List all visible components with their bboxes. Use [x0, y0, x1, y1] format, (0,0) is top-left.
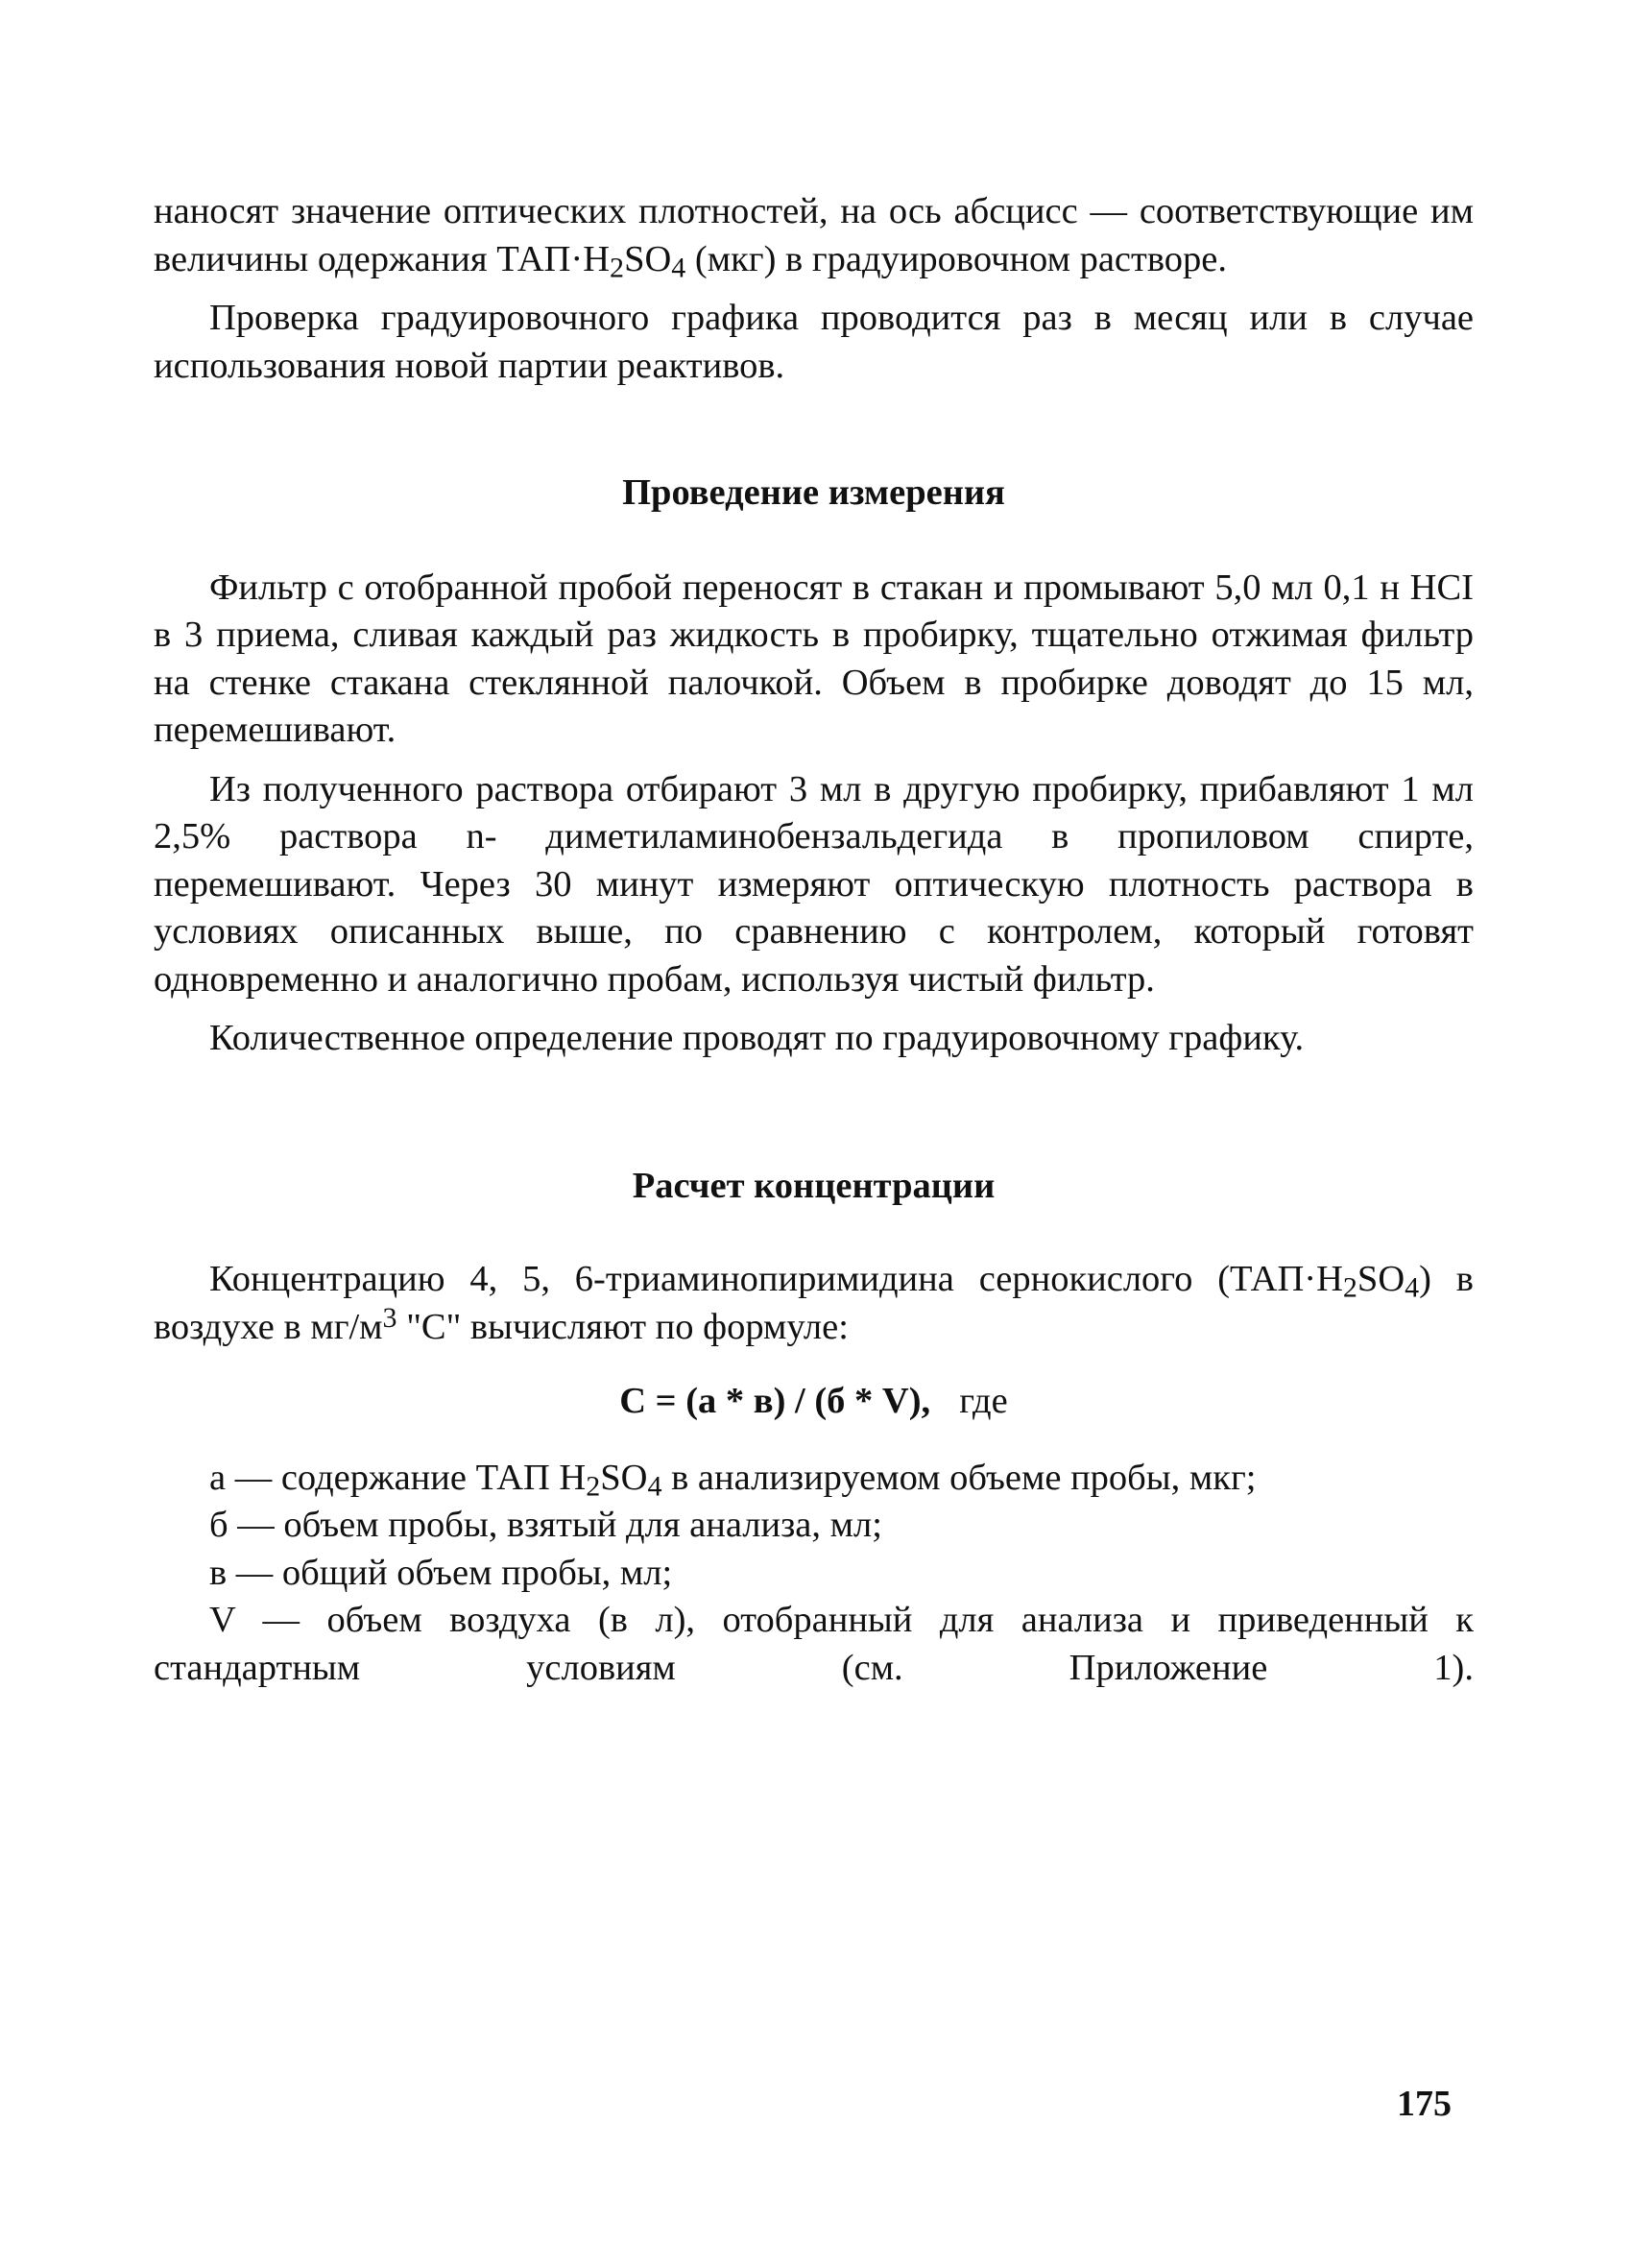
text-run: "С" вычисляют по формуле: — [396, 1306, 849, 1347]
paragraph-calibration-check: Проверка градуировочного графика проводится раз в месяц или в случае использования новой партии реактивов. — [154, 298, 1474, 386]
formula-where: где — [959, 1381, 1008, 1421]
text-run: (мкг) в градуировочном растворе. — [685, 238, 1227, 279]
text-run: в анализируемом объеме пробы, мкг; — [661, 1457, 1257, 1498]
paragraph-calibration-axes — [154, 188, 1474, 283]
formula-expression: С = (а * в) / (б * V), — [619, 1381, 931, 1421]
subscript: 2 — [586, 1470, 601, 1503]
text-run: наносят значение оптических плотностей, на ось абсцисс — соответствующие им величины одержания ТАП·H — [154, 191, 1474, 279]
heading-measurement: Проведение измерения — [622, 472, 1005, 513]
paragraph-solution-procedure: Из полученного раствора отбирают 3 мл в другую пробирку, прибавляют 1 мл 2,5% раствора n- диметиламинобензальдегида в пропиловом спирте, перемешивают. Через 30 минут измеряют оптическую плотность раствора в условиях описанных выше, по сравнению с контролем, который готовят одновременно и аналогично пробам, используя чистый фильтр. — [154, 768, 1474, 1000]
heading-calculation: Расчет концентрации — [632, 1165, 996, 1206]
paragraph-quantitative-determination: Количественное определение проводят по градуировочному графику. — [209, 1018, 1305, 1058]
definition-v-small: в — общий объем пробы, мл; — [209, 1552, 673, 1593]
subscript: 4 — [671, 252, 686, 284]
text-run: а — содержание ТАП H — [209, 1457, 587, 1498]
formula — [154, 1378, 1474, 1426]
paragraph-concentration-intro — [154, 1256, 1474, 1351]
page-number: 175 — [1397, 2084, 1452, 2124]
definition-v-air-volume: V — объем воздуха (в л), отобранный для анализа и приведенный к стандартным условиям (см. Приложение 1). — [154, 1600, 1474, 1688]
paragraph-filter-procedure: Фильтр с отобранной пробой переносят в стакан и промывают 5,0 мл 0,1 н HCI в 3 приема, сливая каждый раз жидкость в пробирку, тщательно отжимая фильтр на стенке стакана стеклянной палочкой. Объем в пробирке доводят до 15 мл, перемешивают. — [154, 567, 1474, 750]
definition-a — [154, 1455, 1474, 1503]
subscript: 2 — [1342, 1271, 1357, 1304]
subscript: 4 — [647, 1470, 662, 1503]
text-run: SO — [624, 238, 672, 279]
superscript: 3 — [382, 1301, 397, 1334]
text-run: SO — [1357, 1259, 1405, 1299]
subscript: 2 — [610, 252, 625, 284]
document-page — [154, 188, 1474, 1692]
subscript: 4 — [1405, 1271, 1420, 1304]
text-run: Концентрацию 4, 5, 6-триаминопиримидина сернокислого (ТАП·H — [209, 1259, 1343, 1299]
definition-b: б — объем пробы, взятый для анализа, мл; — [209, 1505, 882, 1545]
text-run: SO — [600, 1457, 648, 1498]
text-run: ) в воздухе в мг/м — [154, 1259, 1474, 1347]
